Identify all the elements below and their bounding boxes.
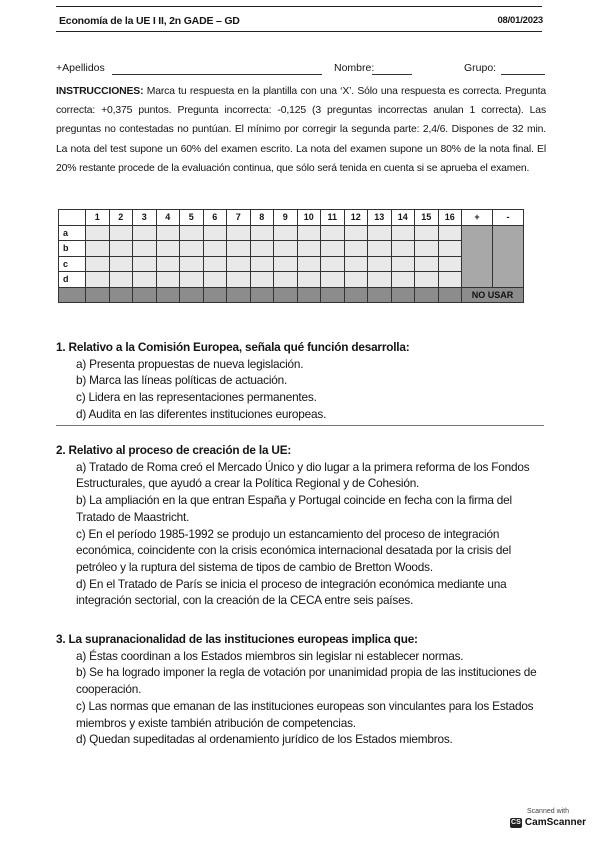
footer-cell [203,287,227,303]
answer-cell[interactable] [156,256,180,272]
answer-cell[interactable] [415,225,439,241]
answer-grid [58,209,524,303]
answer-cell[interactable] [180,225,204,241]
footer-cell [156,287,180,303]
answer-cell[interactable] [274,225,298,241]
answer-cell[interactable] [133,241,157,257]
instructions-label: INSTRUCCIONES: [56,86,144,97]
grid-minus-header: - [493,210,524,226]
question-title: 2. Relativo al proceso de creación de la UE: [56,443,292,457]
answer-cell[interactable] [438,225,462,241]
answer-cell[interactable] [203,225,227,241]
option-a: a) Tratado de Roma creó el Mercado Único y dio lugar a la primera reforma de los Fondos Estructurales, que ayudó a crear la Política Regional y de Cohesión. [76,459,530,491]
answer-cell[interactable] [86,256,110,272]
answer-cell[interactable] [109,225,133,241]
answer-cell[interactable] [321,272,345,288]
answer-cell[interactable] [391,256,415,272]
footer-cell [109,287,133,303]
option-c: c) Las normas que emanan de las instituciones europeas son vinculantes para los Estados miembros y existe también atribución de competencias. [76,698,534,730]
option-a: a) Éstas coordinan a los Estados miembros sin legislar ni establecer normas. [76,648,464,663]
option-d: d) Audita en las diferentes instituciones europeas. [76,406,327,421]
camscanner-logo [510,817,586,828]
footer-cell [227,287,251,303]
answer-cell[interactable] [415,241,439,257]
header-rule [56,31,542,32]
answer-cell[interactable] [86,241,110,257]
option-b: b) Se ha logrado imponer la regla de votación por unanimidad propia de las instituciones de cooperación. [76,665,537,697]
answer-cell[interactable] [391,225,415,241]
answer-cell[interactable] [415,272,439,288]
surname-field[interactable] [112,74,322,75]
footer-cell [297,287,321,303]
grid-col-header: 3 [133,210,157,226]
minus-total-cell [493,225,524,287]
question-3 [56,631,546,748]
answer-cell[interactable] [297,241,321,257]
grid-col-header: 5 [180,210,204,226]
grid-col-header: 9 [274,210,298,226]
answer-cell[interactable] [344,256,368,272]
grid-row-label: d [59,272,86,288]
answer-cell[interactable] [250,241,274,257]
answer-cell[interactable] [438,256,462,272]
answer-cell[interactable] [250,256,274,272]
answer-cell[interactable] [180,272,204,288]
grid-row-a [59,225,524,241]
option-d: d) Quedan supeditadas al ordenamiento jurídico de los Estados miembros. [76,732,453,747]
question-2 [56,442,546,609]
instructions-text: Marca tu respuesta en la plantilla con una ‘X’. Sólo una respuesta es correcta. Pregunta correcta: +0,375 puntos. Pregunta incorrecta: -0,125 (3 preguntas incorrectas anulan 1 correcta). Las preguntas no contestadas no puntúan. El mínimo por corregir la segunda parte: 2,4/6. Dispones de 32 min. La nota del test supone un 60% del examen escrito. La nota del examen supone un 80% de la nota final. El 20% restante procede de la evaluación continua, que sólo será tenida en cuenta si se aprueba el examen. [56,86,546,174]
answer-cell[interactable] [274,241,298,257]
answer-cell[interactable] [156,272,180,288]
answer-cell[interactable] [274,272,298,288]
footer-cell [368,287,392,303]
student-fields [56,62,546,78]
group-label: Grupo: [464,62,497,74]
answer-cell[interactable] [180,241,204,257]
answer-cell[interactable] [297,256,321,272]
answer-cell[interactable] [133,256,157,272]
answer-cell[interactable] [368,241,392,257]
camscanner-badge [506,804,590,838]
answer-cell[interactable] [180,256,204,272]
course-title: Economía de la UE I II, 2n GADE – GD [59,15,240,27]
answer-cell[interactable] [250,225,274,241]
answer-cell[interactable] [368,225,392,241]
answer-cell[interactable] [274,256,298,272]
answer-cell[interactable] [297,225,321,241]
grid-col-header: 15 [415,210,439,226]
footer-cell [133,287,157,303]
grid-row-label: c [59,256,86,272]
scanned-with-label: Scanned with [526,808,570,815]
grid-col-header: 12 [344,210,368,226]
option-c: c) Lidera en las representaciones permanentes. [76,390,317,405]
footer-cell [274,287,298,303]
footer-cell [344,287,368,303]
answer-cell[interactable] [203,256,227,272]
answer-cell[interactable] [321,256,345,272]
answer-cell[interactable] [109,256,133,272]
grid-header-row [59,210,524,226]
footer-cell [321,287,345,303]
footer-cell [59,287,86,303]
instructions [56,82,546,178]
option-d: d) En el Tratado de París se inicia el proceso de integración económica mediante una integración sectorial, con la creación de la CECA entre seis países. [76,576,507,608]
footer-cell [180,287,204,303]
answer-cell[interactable] [133,225,157,241]
grid-col-header: 2 [109,210,133,226]
answer-cell[interactable] [203,272,227,288]
top-rule [56,6,542,7]
question-1 [56,339,546,423]
question-title: 1. Relativo a la Comisión Europea, señala qué función desarrolla: [56,340,410,354]
answer-cell[interactable] [368,272,392,288]
grid-col-header: 4 [156,210,180,226]
grid-col-header: 16 [438,210,462,226]
answer-cell[interactable] [156,241,180,257]
option-a: a) Presenta propuestas de nueva legislación. [76,356,304,371]
grid-row-d [59,272,524,288]
camscanner-brand: CamScanner [524,817,587,828]
exam-date: 08/01/2023 [497,15,543,26]
grid-col-header: 7 [227,210,251,226]
grid-col-header: 11 [321,210,345,226]
camscanner-icon: CS [511,818,521,826]
group-field[interactable] [501,74,545,75]
name-label: Nombre: [334,62,375,74]
grid-row-b [59,241,524,257]
footer-cell [438,287,462,303]
answer-cell[interactable] [391,272,415,288]
answer-cell[interactable] [344,241,368,257]
answer-cell[interactable] [321,225,345,241]
answer-cell[interactable] [344,225,368,241]
footer-cell [391,287,415,303]
grid-col-header: 8 [250,210,274,226]
answer-cell[interactable] [86,225,110,241]
answer-cell[interactable] [344,272,368,288]
answer-cell[interactable] [297,272,321,288]
answer-cell[interactable] [415,256,439,272]
answer-cell[interactable] [368,256,392,272]
answer-cell[interactable] [156,225,180,241]
grid-row-label: b [59,241,86,257]
option-b: b) La ampliación en la que entran España y Portugal coincide en fecha con la firma del Tratado de Maastricht. [76,493,512,524]
answer-cell[interactable] [438,241,462,257]
question-title: 3. La supranacionalidad de las instituciones europeas implica que: [56,632,418,646]
answer-cell[interactable] [227,272,251,288]
footer-cell [86,287,110,303]
option-c: c) En el período 1985-1992 se produjo un estancamiento del proceso de integración económica, coincidente con la crisis económica internacional desatada por la crisis del petróleo y la ruptura del sistema de tipos de cambio de Bretton Woods. [76,526,512,574]
grid-col-header: 10 [297,210,321,226]
grid-corner [59,210,86,226]
name-field[interactable] [372,74,412,75]
answer-cell[interactable] [391,241,415,257]
answer-cell[interactable] [227,256,251,272]
grid-col-header: 6 [203,210,227,226]
grid-col-header: 13 [368,210,392,226]
answer-cell[interactable] [109,272,133,288]
answer-cell[interactable] [321,241,345,257]
section-divider [56,425,544,426]
footer-cell [415,287,439,303]
footer-cell [250,287,274,303]
surname-label: +Apellidos [56,62,105,74]
grid-col-header: 1 [86,210,110,226]
grid-footer-row [59,287,524,303]
answer-cell[interactable] [227,241,251,257]
grid-row-label: a [59,225,86,241]
plus-total-cell [462,225,493,287]
option-b: b) Marca las líneas políticas de actuación. [76,373,288,388]
no-use-label: NO USAR [462,287,524,303]
answer-cell[interactable] [227,225,251,241]
grid-row-c [59,256,524,272]
answer-cell[interactable] [203,241,227,257]
answer-cell[interactable] [438,272,462,288]
answer-cell[interactable] [250,272,274,288]
answer-cell[interactable] [133,272,157,288]
grid-col-header: 14 [391,210,415,226]
answer-cell[interactable] [109,241,133,257]
grid-plus-header: + [462,210,493,226]
answer-cell[interactable] [86,272,110,288]
